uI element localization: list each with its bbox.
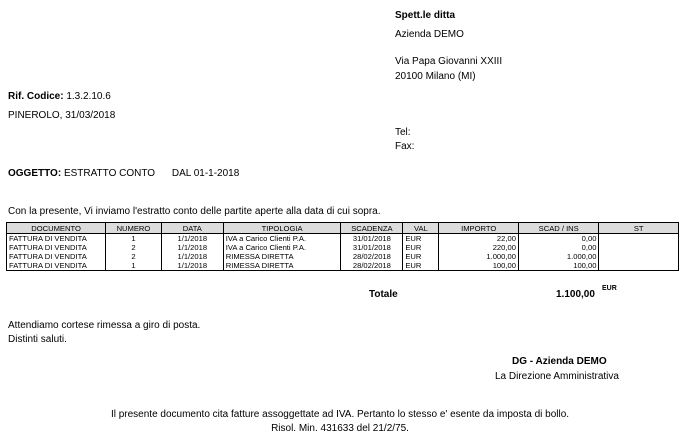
- subject-text: ESTRATTO CONTO: [63, 168, 156, 179]
- table-row: [7, 252, 679, 261]
- closing-line-1: Attendiamo cortese rimessa a giro di posta.: [8, 320, 201, 331]
- cell-documento: FATTURA DI VENDITA: [7, 252, 106, 261]
- subject-period: DAL 01-1-2018: [171, 168, 240, 179]
- cell-data: 1/1/2018: [161, 261, 223, 271]
- cell-numero: 2: [106, 252, 162, 261]
- col-header-numero: NUMERO: [106, 223, 162, 234]
- cell-numero: 1: [106, 234, 162, 244]
- closing-line-2: Distinti saluti.: [8, 334, 67, 345]
- cell-data: 1/1/2018: [161, 252, 223, 261]
- cell-data: 1/1/2018: [161, 234, 223, 244]
- table-row: [7, 234, 679, 244]
- cell-scad-ins: 100,00: [518, 261, 599, 271]
- footer-line-2: Risol. Min. 431633 del 21/2/75.: [271, 423, 409, 434]
- col-header-documento: DOCUMENTO: [7, 223, 106, 234]
- signature-name: DG - Azienda DEMO: [512, 356, 607, 367]
- cell-st: [599, 252, 679, 261]
- table-row: [7, 243, 679, 252]
- cell-val: EUR: [403, 261, 439, 271]
- cell-scad-ins: 1.000,00: [518, 252, 599, 261]
- col-header-importo: IMPORTO: [439, 223, 518, 234]
- table-header-row: [7, 223, 679, 234]
- footer-line-1: Il presente documento cita fatture assoggettate ad IVA. Pertanto lo stesso e' esente da imposta di bollo.: [110, 409, 570, 420]
- reference-label: Rif. Codice:: [8, 91, 64, 102]
- place-date: PINEROLO, 31/03/2018: [8, 110, 116, 121]
- subject-label: OGGETTO:: [8, 168, 62, 179]
- reference-code: 1.3.2.10.6: [66, 91, 111, 102]
- cell-documento: FATTURA DI VENDITA: [7, 243, 106, 252]
- cell-tipologia: RIMESSA DIRETTA: [223, 252, 341, 261]
- cell-tipologia: RIMESSA DIRETTA: [223, 261, 341, 271]
- cell-tipologia: IVA a Carico Clienti P.A.: [223, 243, 341, 252]
- cell-numero: 2: [106, 243, 162, 252]
- col-header-scadenza: SCADENZA: [341, 223, 403, 234]
- table-row: [7, 261, 679, 271]
- cell-tipologia: IVA a Carico Clienti P.A.: [223, 234, 341, 244]
- col-header-data: DATA: [161, 223, 223, 234]
- col-header-val: VAL: [403, 223, 439, 234]
- recipient-address: Via Papa Giovanni XXIII: [395, 56, 503, 67]
- cell-val: EUR: [403, 234, 439, 244]
- col-header-st: ST: [599, 223, 679, 234]
- cell-data: 1/1/2018: [161, 243, 223, 252]
- cell-importo: 1.000,00: [439, 252, 518, 261]
- total-currency: EUR: [602, 285, 617, 292]
- recipient-heading: Spett.le ditta: [395, 10, 456, 21]
- statement-table: [6, 222, 679, 271]
- cell-scadenza: 31/01/2018: [341, 234, 403, 244]
- cell-documento: FATTURA DI VENDITA: [7, 234, 106, 244]
- recipient-company: Azienda DEMO: [395, 29, 464, 40]
- cell-importo: 22,00: [439, 234, 518, 244]
- subject-line: [8, 168, 239, 179]
- cell-importo: 220,00: [439, 243, 518, 252]
- cell-val: EUR: [403, 243, 439, 252]
- total-value: 1.100,00: [556, 289, 595, 300]
- total-label: Totale: [369, 289, 398, 300]
- cell-st: [599, 243, 679, 252]
- cell-st: [599, 234, 679, 244]
- cell-documento: FATTURA DI VENDITA: [7, 261, 106, 271]
- recipient-tel-label: Tel:: [395, 127, 411, 138]
- recipient-fax-label: Fax:: [395, 141, 415, 152]
- cell-val: EUR: [403, 252, 439, 261]
- col-header-tipologia: TIPOLOGIA: [223, 223, 341, 234]
- cell-importo: 100,00: [439, 261, 518, 271]
- cell-scad-ins: 0,00: [518, 234, 599, 244]
- col-header-scad-ins: SCAD / INS: [518, 223, 599, 234]
- cell-numero: 1: [106, 261, 162, 271]
- reference-line: [8, 91, 111, 102]
- signature-role: La Direzione Amministrativa: [495, 371, 619, 382]
- recipient-city: 20100 Milano (MI): [395, 71, 476, 82]
- intro-text: Con la presente, Vi inviamo l'estratto conto delle partite aperte alla data di cui sopra.: [8, 206, 381, 217]
- cell-st: [599, 261, 679, 271]
- cell-scad-ins: 0,00: [518, 243, 599, 252]
- cell-scadenza: 28/02/2018: [341, 252, 403, 261]
- cell-scadenza: 31/01/2018: [341, 243, 403, 252]
- cell-scadenza: 28/02/2018: [341, 261, 403, 271]
